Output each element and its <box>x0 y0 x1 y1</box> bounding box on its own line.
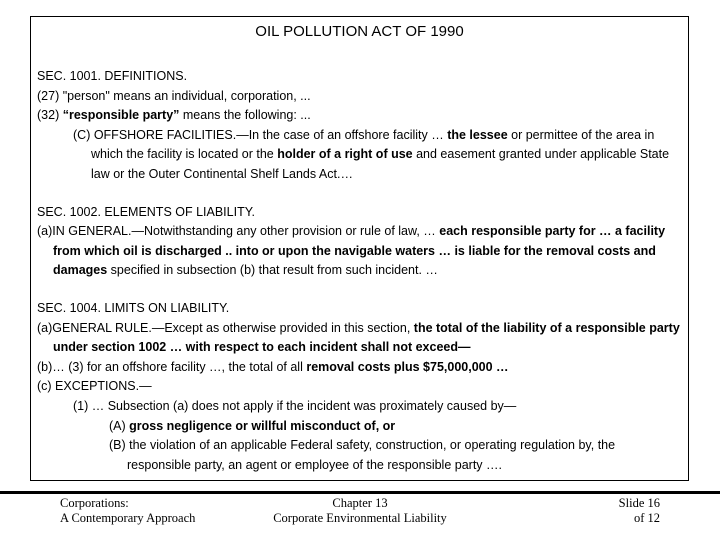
footer-slide-line-2: of 12 <box>633 511 660 525</box>
sec-1004-c-1-a: (A) gross negligence or willful misconduct of, or <box>109 418 396 433</box>
footer-book-line-2: A Contemporary Approach <box>60 511 196 525</box>
sec-1004-a: (a)GENERAL RULE.—Except as otherwise provided in this section, the total of the liability of a responsible party under section 1002 … with respect to each incident shall not exceed— <box>37 320 680 355</box>
statute-frame <box>30 16 689 481</box>
statute-body <box>37 67 682 475</box>
footer-slide-line-1: Slide 16 <box>618 496 660 510</box>
sec-1004-c: (c) EXCEPTIONS.— <box>37 379 152 394</box>
definition-32-c: (C) OFFSHORE FACILITIES.—In the case of an offshore facility … the lessee or permittee of the area in which the facility is located or the holder of a right of use and easement granted under applicable State law or the Outer Continental Shelf Lands Act.… <box>73 127 670 181</box>
footer-book <box>60 496 195 526</box>
footer-slide-number <box>590 496 660 526</box>
definition-27: (27) "person" means an individual, corporation, ... <box>37 88 311 103</box>
page-title: OIL POLLUTION ACT OF 1990 <box>255 23 464 40</box>
footer-book-line-1: Corporations: <box>60 496 129 510</box>
sec-1004-c-1-b: (B) the violation of an applicable Federal safety, construction, or operating regulation by, the responsible party, an agent or employee of the responsible party …. <box>109 438 616 472</box>
definition-32: (32) “responsible party” means the following: ... <box>37 108 311 123</box>
sec-1004-c-1: (1) … Subsection (a) does not apply if the incident was proximately caused by— <box>73 398 517 413</box>
footer-chapter <box>260 496 460 526</box>
footer-divider <box>0 491 720 494</box>
footer-chapter-line-2: Corporate Environmental Liability <box>273 511 447 525</box>
sec-1002-heading: SEC. 1002. ELEMENTS OF LIABILITY. <box>37 204 255 219</box>
sec-1001-heading: SEC. 1001. DEFINITIONS. <box>37 69 188 83</box>
sec-1004-heading: SEC. 1004. LIMITS ON LIABILITY. <box>37 300 230 315</box>
sec-1002-a: (a)IN GENERAL.—Notwithstanding any other provision or rule of law, … each responsible party for … a facility from which oil is discharged .. into or upon the navigable waters … is liable for the removal costs and damages specified in subsection (b) that result from such incident. … <box>37 224 666 278</box>
footer-chapter-line-1: Chapter 13 <box>332 496 388 510</box>
sec-1004-b: (b)… (3) for an offshore facility …, the total of all removal costs plus $75,000,000 … <box>37 359 509 374</box>
